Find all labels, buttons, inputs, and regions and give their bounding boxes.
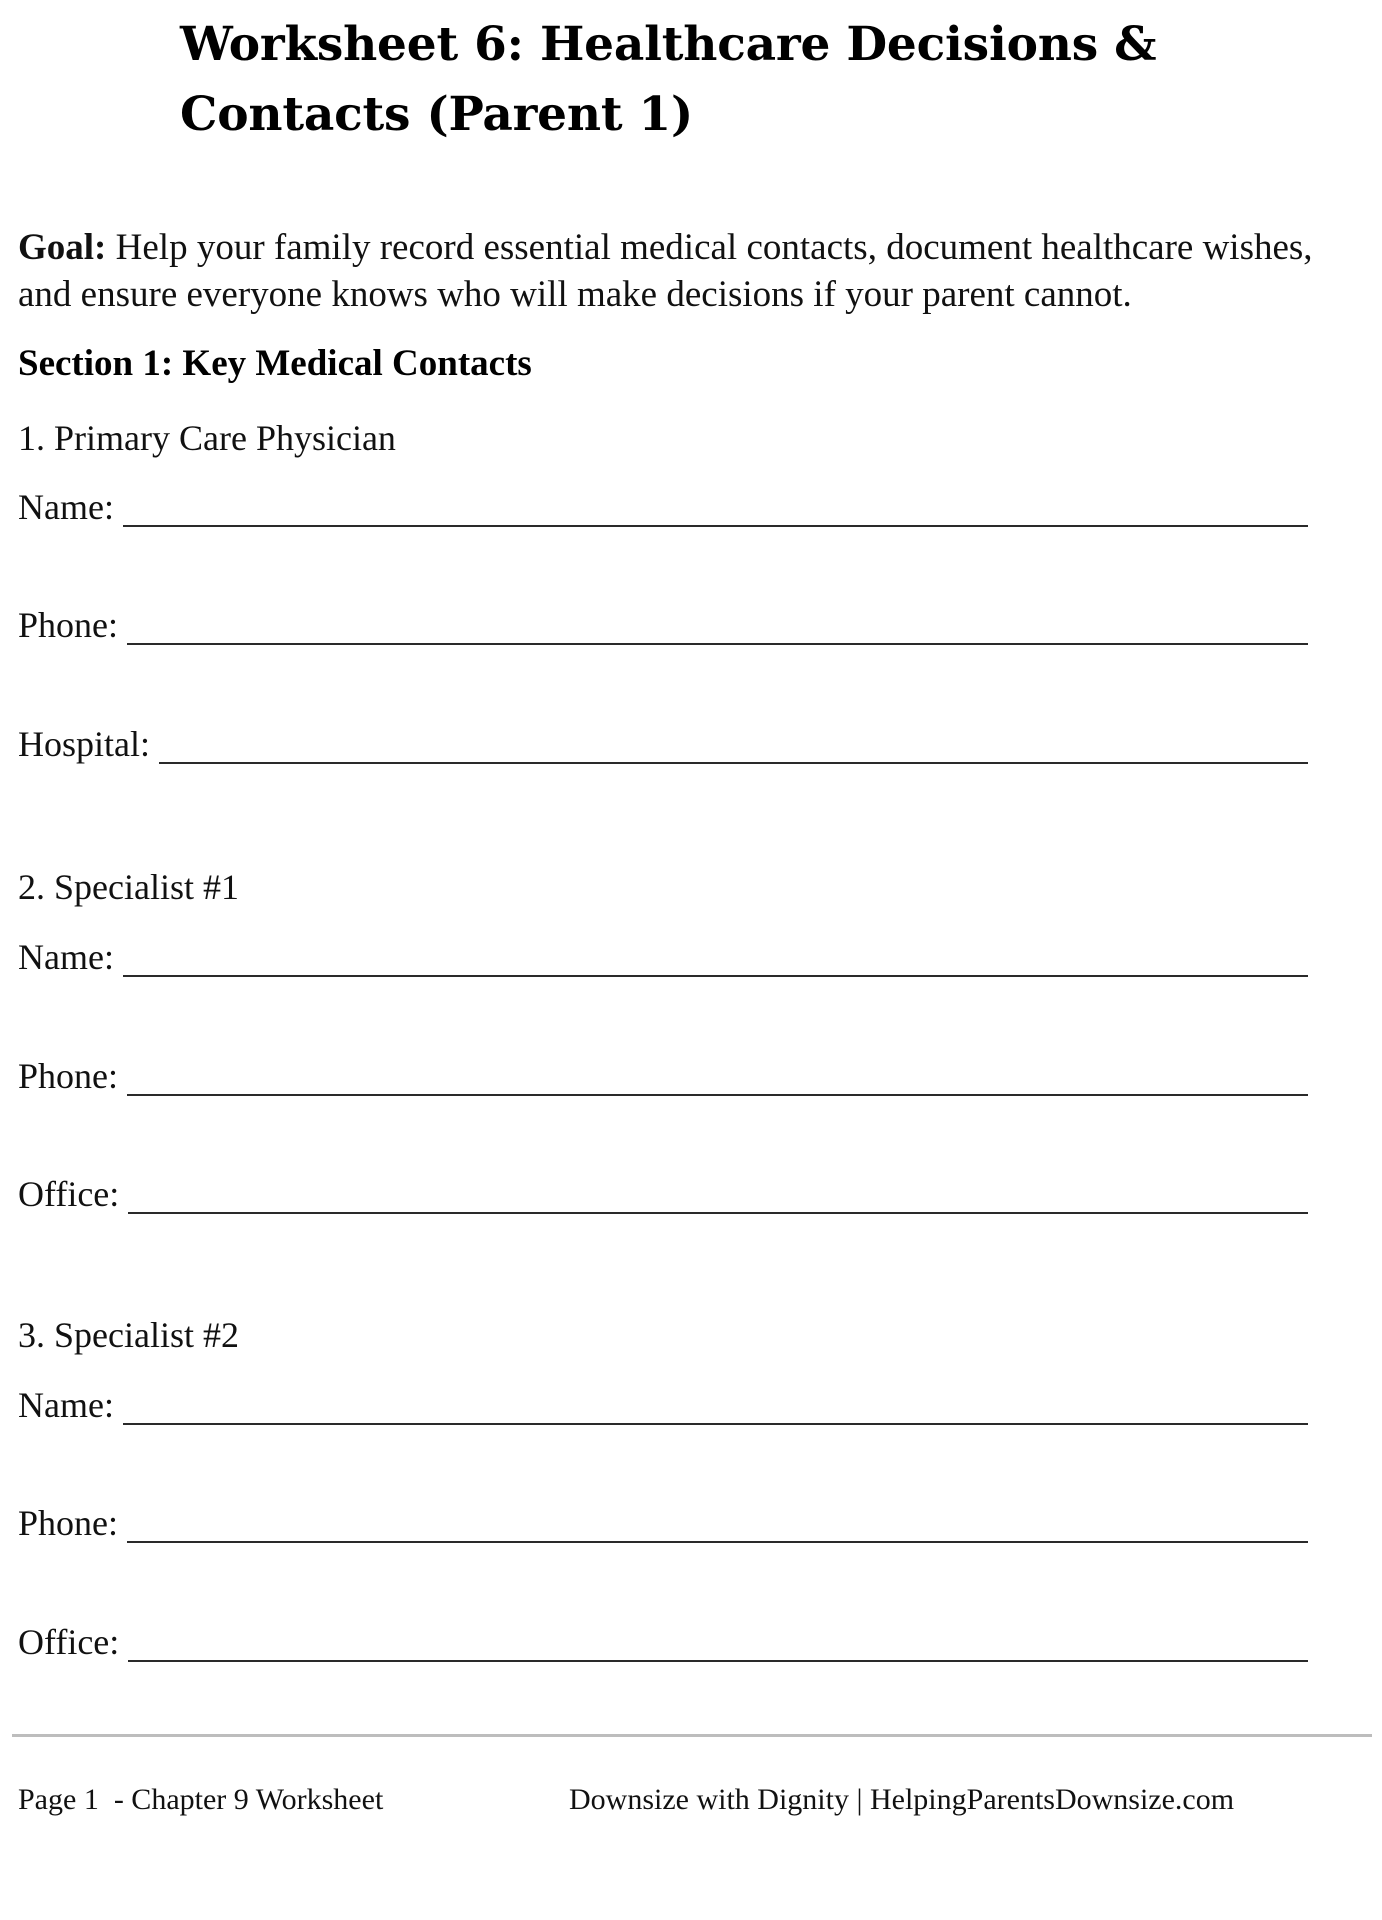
spec1-phone-field[interactable] xyxy=(127,1094,1308,1096)
pcp-name-field[interactable] xyxy=(123,525,1308,527)
field-row-spec1-phone xyxy=(18,1054,1308,1098)
goal-text: Help your family record essential medical contacts, document healthcare wishes, and ensure everyone knows who will make decisions if your parent cannot. xyxy=(18,227,1313,315)
goal-paragraph xyxy=(18,224,1348,318)
field-row-pcp-name xyxy=(18,485,1308,529)
footer-site-credit: Downsize with Dignity | HelpingParentsDownsize.com xyxy=(569,1783,1235,1816)
spec2-name-field[interactable] xyxy=(123,1423,1308,1425)
field-label: Name: xyxy=(18,487,114,527)
field-label: Phone: xyxy=(18,1503,119,1543)
field-label: Phone: xyxy=(18,1056,119,1096)
page-title: Worksheet 6: Healthcare Decisions & Contacts (Parent 1) xyxy=(180,17,1157,142)
group-heading-primary-care: 1. Primary Care Physician xyxy=(18,418,396,458)
spec1-name-field[interactable] xyxy=(123,975,1308,977)
spec2-phone-field[interactable] xyxy=(127,1541,1308,1543)
spec1-office-field[interactable] xyxy=(128,1212,1308,1214)
field-label: Name: xyxy=(18,937,114,977)
field-label: Hospital: xyxy=(18,724,150,764)
field-label: Office: xyxy=(18,1622,120,1662)
pcp-hospital-field[interactable] xyxy=(159,762,1308,764)
field-row-spec2-name xyxy=(18,1383,1308,1427)
goal-label: Goal: xyxy=(18,227,107,268)
spec2-office-field[interactable] xyxy=(128,1660,1308,1662)
group-heading-specialist-2: 3. Specialist #2 xyxy=(18,1315,239,1355)
field-row-spec2-office xyxy=(18,1620,1308,1664)
field-row-spec1-office xyxy=(18,1172,1308,1216)
section-1-heading: Section 1: Key Medical Contacts xyxy=(18,343,532,384)
pcp-phone-field[interactable] xyxy=(127,643,1308,645)
group-heading-specialist-1: 2. Specialist #1 xyxy=(18,867,239,907)
field-label: Office: xyxy=(18,1174,120,1214)
field-label: Phone: xyxy=(18,605,119,645)
footer-page-info: Page 1 - Chapter 9 Worksheet xyxy=(18,1783,384,1816)
footer-divider xyxy=(12,1734,1372,1737)
field-row-spec1-name xyxy=(18,935,1308,979)
field-label: Name: xyxy=(18,1385,114,1425)
field-row-pcp-hospital xyxy=(18,722,1308,766)
field-row-pcp-phone xyxy=(18,603,1308,647)
field-row-spec2-phone xyxy=(18,1501,1308,1545)
